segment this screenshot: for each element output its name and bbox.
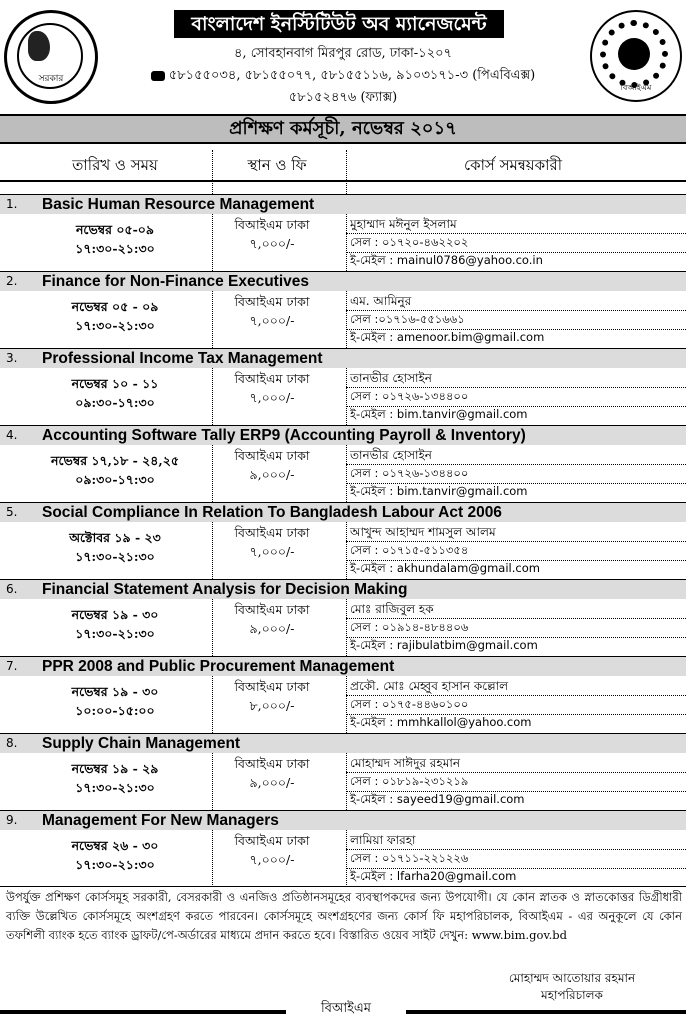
signatory-name: মোহাম্মদ আতোয়ার রহমান (508, 971, 636, 985)
course-title-bar (0, 502, 686, 522)
course-fee: ৯,০০০/- (249, 775, 295, 790)
coordinator-email[interactable]: rajibulatbim@gmail.com (396, 638, 538, 652)
column-divider (346, 753, 347, 810)
header-rule (0, 180, 686, 182)
course-date: নভেম্বর ১৯ - ৩০ (71, 607, 159, 622)
bottom-label: বিআইএম (286, 1001, 406, 1016)
column-divider (212, 368, 213, 425)
course-venue: বিআইএম ঢাকা (234, 217, 310, 232)
course-venue-fee (214, 292, 330, 330)
course-venue-fee (214, 754, 330, 792)
course-fee: ৭,০০০/- (249, 544, 295, 559)
course-venue-fee (214, 215, 330, 253)
course-venue-fee (214, 677, 330, 715)
coordinator-email-line (350, 790, 680, 808)
course-coordinator (350, 754, 680, 808)
coordinator-email-line (350, 713, 680, 731)
coordinator-name: তানভীর হোসাইন (350, 371, 432, 385)
row-divider (346, 387, 686, 388)
course-venue-fee (214, 446, 330, 484)
course-coordinator (350, 369, 680, 423)
course-venue-fee (214, 369, 330, 407)
row-divider (346, 695, 686, 696)
org-phones: ৫৮১৫৫০৩৪, ৫৮১৫৫০৭৭, ৫৮১৫৫১১৬, ৯১০৩১৭১-৩ (পিএবিএক্স) (110, 66, 576, 87)
email-label: ই-মেইল : (350, 407, 394, 421)
row-divider (346, 618, 686, 619)
coordinator-email-line (350, 636, 680, 654)
coordinator-email-line (350, 405, 680, 423)
course-date-time (20, 528, 210, 566)
course-title: PPR 2008 and Public Procurement Management (42, 658, 395, 675)
course-title-bar (0, 194, 686, 214)
course-venue: বিআইএম ঢাকা (234, 756, 310, 771)
course-title: Basic Human Resource Management (42, 196, 315, 213)
course-coordinator (350, 292, 680, 346)
course-time: ১৭:৩০-২১:৩০ (75, 549, 155, 564)
course-number: 1. (6, 197, 18, 211)
coordinator-name: তানভীর হোসাইন (350, 448, 432, 462)
course-time: ১৭:৩০-২১:৩০ (75, 780, 155, 795)
course-coordinator (350, 677, 680, 731)
column-divider (346, 150, 347, 194)
row-divider (346, 849, 686, 850)
column-divider (212, 445, 213, 502)
course-date-time (20, 451, 210, 489)
row-divider (346, 637, 686, 638)
bangladesh-map-icon (28, 31, 50, 61)
coordinator-cell: সেল : ০১৮১৯-২৩১২১৯ (350, 774, 469, 788)
course-venue: বিআইএম ঢাকা (234, 833, 310, 848)
course-time: ১৭:৩০-২১:৩০ (75, 857, 155, 872)
coordinator-cell: সেল : ০১৭১১-২২১২২৬ (350, 851, 469, 865)
program-title: প্রশিক্ষণ কর্মসূচী, নভেম্বর ২০১৭ (0, 114, 686, 144)
coordinator-cell: সেল : ০১৭৫-৪৪৬০১০০ (350, 697, 469, 711)
bim-logo-caption: বিআইএম (620, 83, 652, 92)
coordinator-cell: সেল : ০১৭২০-৪৬২২০২ (350, 235, 469, 249)
bottom-rule-left (0, 1010, 290, 1014)
course-date-time (20, 682, 210, 720)
course-title: Accounting Software Tally ERP9 (Accounting Payroll & Inventory) (42, 427, 526, 444)
course-fee: ৭,০০০/- (249, 313, 295, 328)
row-divider (346, 791, 686, 792)
signatory-title: মহাপরিচালক (541, 988, 603, 1002)
column-divider (212, 522, 213, 579)
course-title-bar (0, 271, 686, 291)
row-divider (346, 464, 686, 465)
email-label: ই-মেইল : (350, 484, 394, 498)
government-seal-logo (4, 10, 98, 104)
row-divider (346, 868, 686, 869)
course-coordinator (350, 215, 680, 269)
coordinator-email-line (350, 867, 680, 885)
course-venue-fee (214, 523, 330, 561)
course-date: নভেম্বর ১৯ - ২৯ (71, 761, 159, 776)
header (0, 0, 686, 112)
coordinator-email-line (350, 251, 680, 269)
email-label: ই-মেইল : (350, 561, 394, 575)
course-time: ০৯:৩০-১৭:৩০ (75, 472, 155, 487)
course-title-bar (0, 579, 686, 599)
coordinator-email-line (350, 482, 680, 500)
course-title: Social Compliance In Relation To Bangladesh Labour Act 2006 (42, 504, 502, 521)
org-fax: ৫৮১৫২৪৭৬ (ফ্যাক্স) (288, 90, 398, 105)
course-fee: ৭,০০০/- (249, 390, 295, 405)
coordinator-cell: সেল :০১৭১৬-৫৫১৬৬১ (350, 312, 465, 326)
column-divider (346, 599, 347, 656)
course-date: অক্টোবর ১৯ - ২৩ (69, 530, 161, 545)
coordinator-name: আখুন্দ আহাম্মদ শামসুল আলম (350, 525, 496, 539)
org-name: বাংলাদেশ ইনস্টিটিউট অব ম্যানেজমেন্ট (174, 10, 504, 38)
course-title: Professional Income Tax Management (42, 350, 323, 367)
course-number: 6. (6, 582, 18, 596)
course-fee: ৮,০০০/- (249, 698, 295, 713)
column-divider (212, 150, 213, 194)
column-divider (212, 214, 213, 271)
course-date: নভেম্বর ২৬ - ৩০ (71, 838, 159, 853)
column-header-date-time: তারিখ ও সময় (72, 156, 158, 174)
course-date-time (20, 759, 210, 797)
coordinator-cell: সেল : ০১৭২৬-১৩৪৪০০ (350, 466, 469, 480)
email-label: ই-মেইল : (350, 253, 394, 267)
coordinator-name: এম. আমিনুর (350, 294, 412, 308)
coordinator-email-line (350, 559, 680, 577)
row-divider (346, 560, 686, 561)
coordinator-name: লামিয়া ফারহা (350, 833, 416, 847)
course-time: ১৭:৩০-২১:৩০ (75, 626, 155, 641)
course-venue: বিআইএম ঢাকা (234, 371, 310, 386)
course-title: Management For New Managers (42, 812, 279, 829)
course-number: 7. (6, 659, 18, 673)
coordinator-name: মোহাম্মদ সাঈদুর রহমান (350, 756, 460, 770)
column-divider (212, 599, 213, 656)
column-divider (346, 522, 347, 579)
course-fee: ৯,০০০/- (249, 467, 295, 482)
column-divider (212, 830, 213, 887)
course-venue-fee (214, 600, 330, 638)
course-title: Financial Statement Analysis for Decision Making (42, 581, 408, 598)
coordinator-email[interactable]: bim.tanvir@gmail.com (396, 407, 528, 421)
course-coordinator (350, 831, 680, 885)
coordinator-name: প্রকৌ. মোঃ মেহ্বুব হাসান কল্লোল (350, 679, 509, 693)
column-divider (346, 291, 347, 348)
course-title-bar (0, 810, 686, 830)
course-number: 8. (6, 736, 18, 750)
row-divider (346, 329, 686, 330)
row-divider (346, 541, 686, 542)
coordinator-cell: সেল : ০১৭১৫-৫১১৩৫৪ (350, 543, 469, 557)
row-divider (346, 310, 686, 311)
course-time: ০৯:৩০-১৭:৩০ (75, 395, 155, 410)
column-divider (346, 445, 347, 502)
coordinator-email-line (350, 328, 680, 346)
course-venue: বিআইএম ঢাকা (234, 602, 310, 617)
row-divider (346, 233, 686, 234)
course-date-time (20, 605, 210, 643)
course-date-time (20, 220, 210, 258)
course-date: নভেম্বর ০৫ - ০৯ (71, 299, 159, 314)
course-coordinator (350, 523, 680, 577)
course-venue: বিআইএম ঢাকা (234, 679, 310, 694)
course-venue: বিআইএম ঢাকা (234, 294, 310, 309)
course-number: 4. (6, 428, 18, 442)
course-title-bar (0, 733, 686, 753)
course-fee: ৭,০০০/- (249, 236, 295, 251)
course-venue: বিআইএম ঢাকা (234, 525, 310, 540)
row-divider (346, 714, 686, 715)
column-divider (346, 676, 347, 733)
org-address: ৪, সোবহানবাগ মিরপুর রোড, ঢাকা-১২০৭ (234, 46, 452, 61)
course-title-bar (0, 656, 686, 676)
coordinator-email[interactable]: mmhkallol@yahoo.com (396, 715, 532, 729)
course-title-bar (0, 425, 686, 445)
coordinator-email[interactable]: lfarha20@gmail.com (396, 869, 517, 883)
coordinator-email[interactable]: bim.tanvir@gmail.com (396, 484, 528, 498)
course-title: Finance for Non-Finance Executives (42, 273, 310, 290)
course-number: 3. (6, 351, 18, 365)
phone-icon (151, 71, 165, 81)
course-title: Supply Chain Management (42, 735, 241, 752)
course-coordinator (350, 600, 680, 654)
row-divider (346, 252, 686, 253)
coordinator-name: মুহাম্মাদ মঈনুল ইসলাম (350, 217, 457, 231)
row-divider (346, 406, 686, 407)
column-divider (212, 291, 213, 348)
row-divider (346, 772, 686, 773)
course-venue-fee (214, 831, 330, 869)
bottom-rule-right (396, 1010, 686, 1014)
seal-caption: সরকার (38, 74, 64, 84)
email-label: ই-মেইল : (350, 638, 394, 652)
footer-notice: উপর্যুক্ত প্রশিক্ষণ কোর্সসমূহ সরকারী, বেসরকারী ও এনজিও প্রতিষ্ঠানসমূহের ব্যবস্থাপকদের জন্য উপযোগী। যে কোন স্নাতক ও স্নাতকোত্তর ডিগ্রীধারী ব্যক্তি উল্লেখিত কোর্সসমূহে অংশগ্রহণ করতে পারবেন। কোর্সসমূহে অংশগ্রহণের জন্য কোর্স ফি মহাপরিচালক, বিআইএম - এর অনুকূলে যে কোন তফশিলী ব্যাংক হতে ব্যাংক ড্রাফট/পে-অর্ডারের মাধ্যমে প্রদান করতে হবে। বিস্তারিত ওয়েব সাইট দেখুন: www.bim.gov.bd (6, 890, 682, 942)
course-number: 2. (6, 274, 18, 288)
course-title-bar (0, 348, 686, 368)
column-divider (346, 830, 347, 887)
course-date-time (20, 297, 210, 335)
course-time: ১৭:৩০-২১:৩০ (75, 241, 155, 256)
coordinator-email[interactable]: sayeed19@gmail.com (396, 792, 525, 806)
row-divider (346, 483, 686, 484)
column-divider (212, 753, 213, 810)
column-divider (346, 214, 347, 271)
course-date-time (20, 374, 210, 412)
coordinator-cell: সেল : ০১৯১৪-৪৮৪৪০৬ (350, 620, 469, 634)
email-label: ই-মেইল : (350, 792, 394, 806)
course-fee: ৯,০০০/- (249, 621, 295, 636)
footer-rule (0, 886, 686, 887)
coordinator-email[interactable]: mainul0786@yahoo.co.in (396, 253, 543, 267)
column-divider (346, 368, 347, 425)
coordinator-email[interactable]: akhundalam@gmail.com (396, 561, 540, 575)
course-number: 9. (6, 813, 18, 827)
coordinator-name: মোঃ রাজিবুল হক (350, 602, 434, 616)
bim-logo (590, 10, 682, 102)
course-coordinator (350, 446, 680, 500)
column-header-venue-fee: স্থান ও ফি (247, 156, 307, 174)
email-label: ই-মেইল : (350, 715, 394, 729)
email-label: ই-মেইল : (350, 869, 394, 883)
course-date: নভেম্বর ১৭,১৮ - ২৪,২৫ (51, 453, 179, 468)
course-date: নভেম্বর ০৫-০৯ (75, 222, 155, 237)
course-number: 5. (6, 505, 18, 519)
course-venue: বিআইএম ঢাকা (234, 448, 310, 463)
course-time: ১০:০০-১৫:০০ (75, 703, 155, 718)
coordinator-email[interactable]: amenoor.bim@gmail.com (396, 330, 545, 344)
column-divider (212, 676, 213, 733)
coordinator-cell: সেল : ০১৭২৬-১৩৪৪০০ (350, 389, 469, 403)
course-date: নভেম্বর ১৯ - ৩০ (71, 684, 159, 699)
course-date-time (20, 836, 210, 874)
column-header-coordinator: কোর্স সমন্বয়কারী (463, 156, 563, 174)
course-time: ১৭:৩০-২১:৩০ (75, 318, 155, 333)
course-fee: ৭,০০০/- (249, 852, 295, 867)
email-label: ই-মেইল : (350, 330, 394, 344)
course-date: নভেম্বর ১০ - ১১ (71, 376, 159, 391)
